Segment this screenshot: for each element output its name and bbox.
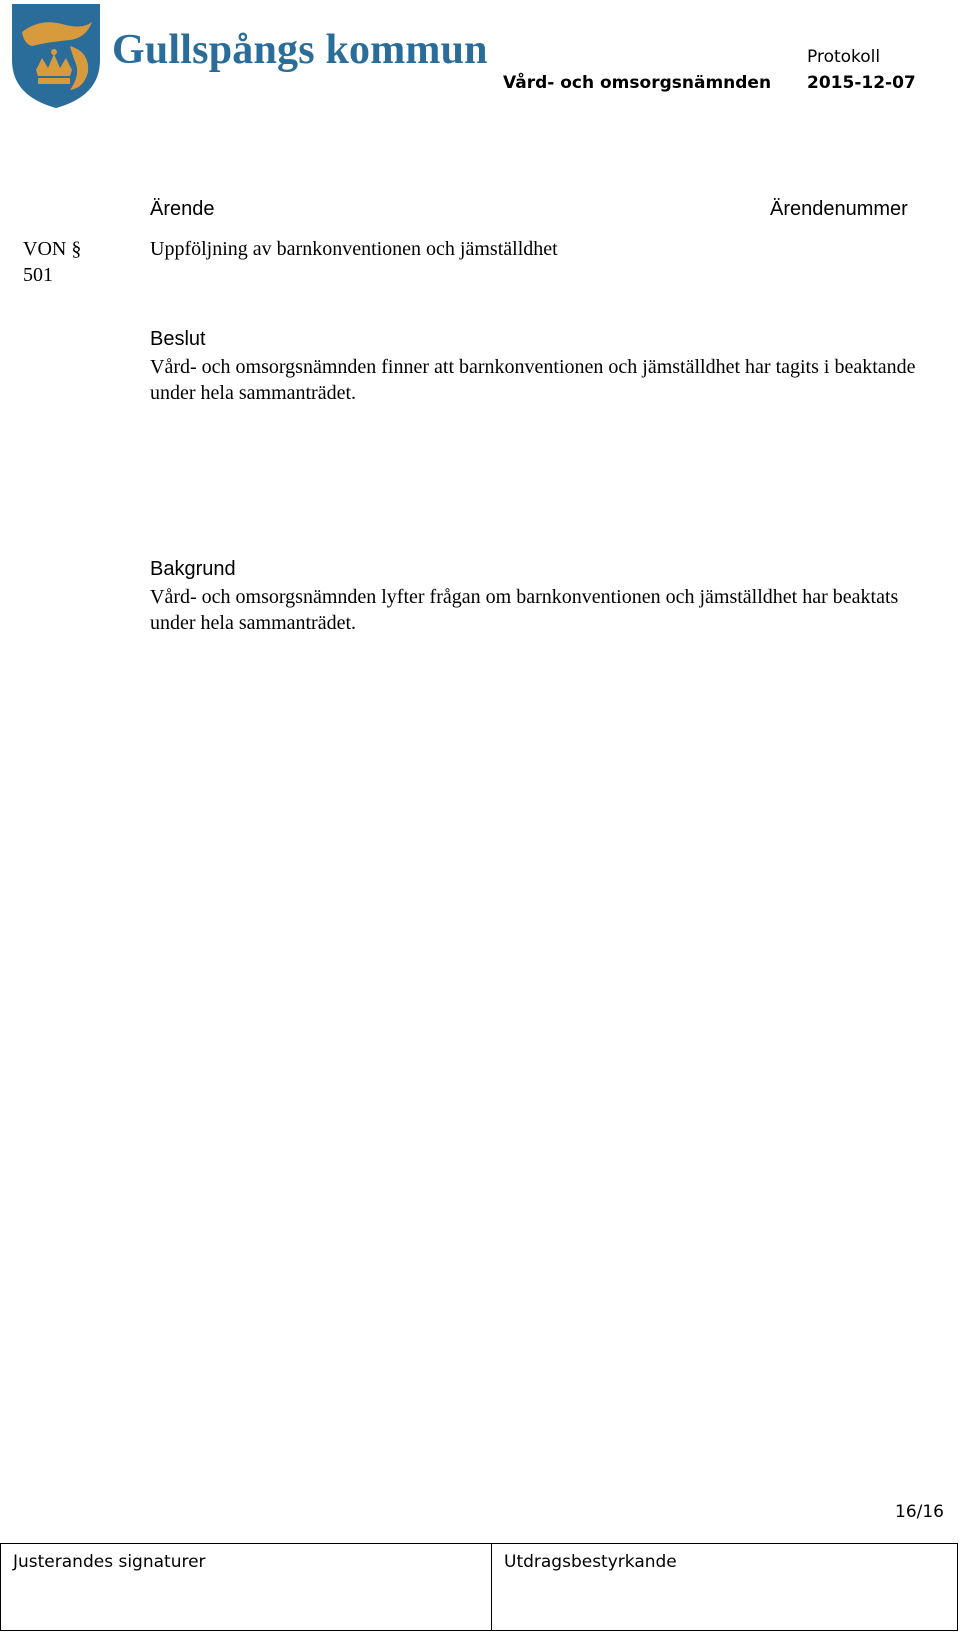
committee-name: Vård- och omsorgsnämnden xyxy=(503,73,772,93)
background-text: Vård- och omsorgsnämnden lyfter frågan om barnkonventionen och jämställdhet har beaktats under hela sammanträdet. xyxy=(150,586,899,634)
certified-label: Utdragsbestyrkande xyxy=(504,1552,677,1572)
document-type: Protokoll xyxy=(807,47,881,67)
background-heading: Bakgrund xyxy=(150,558,236,580)
paragraph-reference: VON § 501 xyxy=(23,238,82,286)
coat-of-arms-icon xyxy=(10,2,102,110)
case-heading: Ärende xyxy=(150,198,215,220)
meeting-date: 2015-12-07 xyxy=(807,73,916,93)
decision-text: Vård- och omsorgsnämnden finner att barnkonventionen och jämställdhet har tagits i beaktande under hela sammanträdet. xyxy=(150,356,916,404)
organization-name: Gullspångs kommun xyxy=(112,27,488,73)
case-number-heading: Ärendenummer xyxy=(770,198,908,220)
signature-divider xyxy=(491,1544,492,1630)
decision-heading: Beslut xyxy=(150,328,206,350)
page-number: 16/16 xyxy=(895,1502,944,1522)
signatures-label: Justerandes signaturer xyxy=(13,1552,206,1572)
signature-table xyxy=(0,1543,958,1631)
case-title: Uppföljning av barnkonventionen och jämställdhet xyxy=(150,238,558,260)
